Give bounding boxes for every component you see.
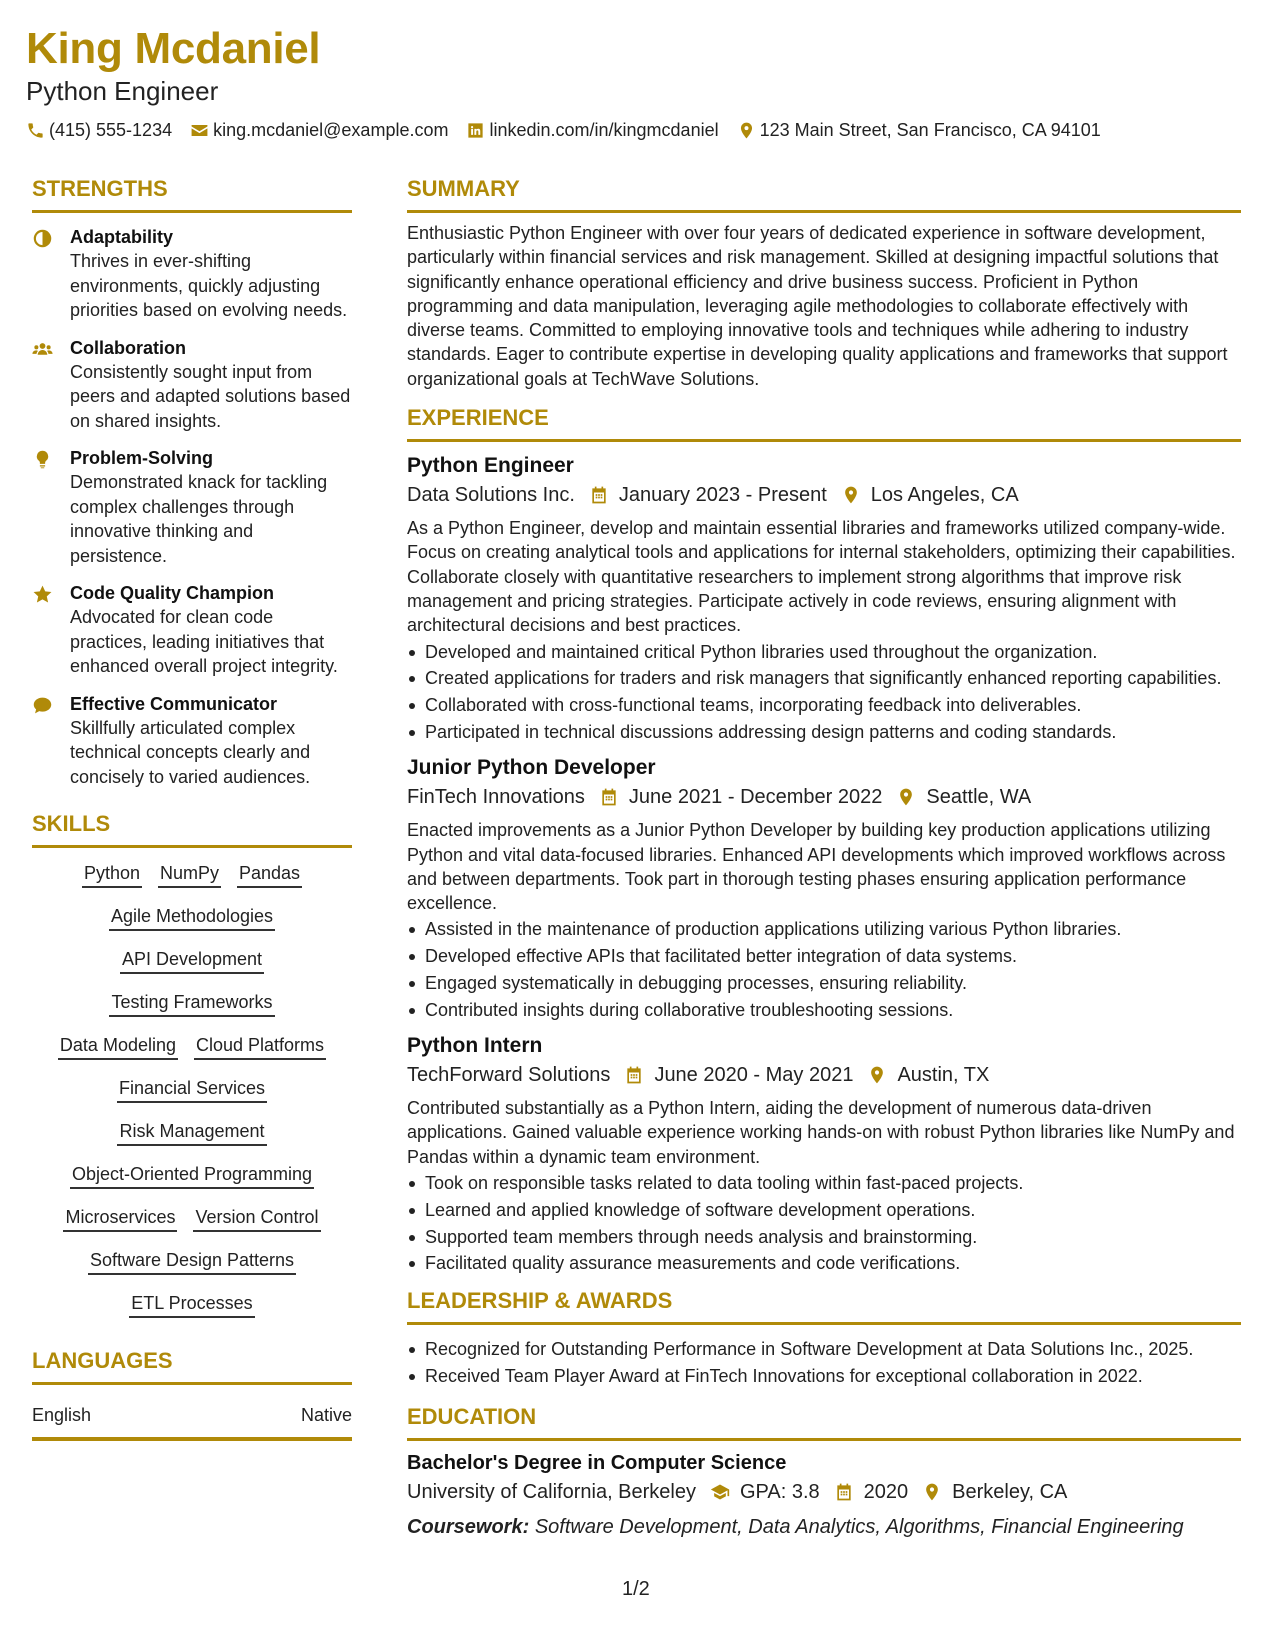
map-pin-icon — [737, 121, 756, 140]
map-pin-icon — [841, 485, 861, 505]
list-item: Received Team Player Award at FinTech Innovations for exceptional collaboration in 2022. — [407, 1364, 1241, 1388]
section-title-summary: SUMMARY — [407, 176, 1241, 213]
map-pin-icon — [867, 1065, 887, 1085]
contact-linkedin[interactable] — [466, 120, 718, 141]
school-name: University of California, Berkeley — [407, 1480, 696, 1503]
linkedin-text: linkedin.com/in/kingmcdaniel — [489, 120, 719, 140]
summary-text: Enthusiastic Python Engineer with over four years of dedicated experience in software development, particularly within financial services and risk management. Skilled at designing impactful solutions that significantly enhance operational efficiency and drive business success. Proficient in Python programming and data manipulation, leveraging agile methodologies to collaborate effectively with diverse teams. Committed to employing innovative tools and techniques while adhering to industry standards. Eager to contribute expertise in developing quality applications and frameworks that support organizational goals at TechWave Solutions. — [407, 223, 1228, 389]
languages-section — [32, 1348, 352, 1441]
skill-tag: API Development — [120, 946, 264, 974]
skills-grid — [32, 860, 352, 1318]
job-meta — [407, 480, 1241, 510]
job-title: Junior Python Developer — [407, 756, 656, 780]
list-item: Engaged systematically in debugging processes, ensuring reliability. — [407, 971, 1241, 995]
education-meta — [407, 1477, 1241, 1507]
job-entry — [407, 1032, 1241, 1276]
list-item: Participated in technical discussions addressing design patterns and coding standards. — [407, 720, 1241, 744]
calendar-icon — [589, 485, 609, 505]
skill-tag: Agile Methodologies — [109, 903, 275, 931]
section-title-languages: LANGUAGES — [32, 1348, 352, 1385]
job-bullets — [407, 640, 1241, 745]
education-location: Berkeley, CA — [952, 1480, 1068, 1503]
skill-tag: Financial Services — [117, 1075, 267, 1103]
users-icon — [32, 339, 53, 360]
skill-tag: Cloud Platforms — [194, 1032, 326, 1060]
summary-section — [407, 176, 1241, 391]
section-title-experience: EXPERIENCE — [407, 405, 1241, 442]
language-name: English — [32, 1405, 92, 1425]
skill-tag: Version Control — [193, 1204, 320, 1232]
job-description: Contributed substantially as a Python Intern, aiding the development of numerous data-driven applications. Gained valuable experience working hands-on with robust Python libraries like NumPy and Pandas within a dynamic team environment. — [407, 1098, 1235, 1167]
degree-title: Bachelor's Degree in Computer Science — [407, 1451, 787, 1474]
job-bullets — [407, 1171, 1241, 1276]
list-item: Took on responsible tasks related to data tooling within fast-paced projects. — [407, 1171, 1241, 1195]
section-title-education: EDUCATION — [407, 1404, 1241, 1441]
job-bullets — [407, 917, 1241, 1022]
job-company: TechForward Solutions — [407, 1064, 611, 1087]
graduation-year: 2020 — [863, 1480, 909, 1503]
left-column — [32, 176, 352, 1441]
education-section — [407, 1404, 1241, 1541]
section-title-strengths: STRENGTHS — [32, 176, 352, 213]
phone-text: (415) 555-1234 — [49, 120, 173, 140]
job-title: Python Intern — [407, 1034, 543, 1058]
job-location: Seattle, WA — [926, 786, 1032, 809]
half-circle-icon — [32, 228, 53, 249]
list-item: Learned and applied knowledge of software development operations. — [407, 1198, 1241, 1222]
list-item: Contributed insights during collaborative troubleshooting sessions. — [407, 998, 1241, 1022]
skill-tag: NumPy — [158, 860, 221, 888]
section-title-leadership: LEADERSHIP & AWARDS — [407, 1288, 1241, 1325]
skill-tag: Pandas — [237, 860, 302, 888]
coursework-list: Software Development, Data Analytics, Algorithms, Financial Engineering — [534, 1515, 1184, 1538]
right-column — [407, 176, 1241, 1541]
strength-item — [32, 225, 352, 323]
list-item: Supported team members through needs analysis and brainstorming. — [407, 1225, 1241, 1249]
list-item: Assisted in the maintenance of production applications utilizing various Python libraries. — [407, 917, 1241, 941]
contact-email[interactable] — [190, 120, 448, 141]
skill-tag: Microservices — [63, 1204, 177, 1232]
strength-item — [32, 581, 352, 679]
list-item: Developed effective APIs that facilitated better integration of data systems. — [407, 944, 1241, 968]
contact-phone[interactable] — [26, 120, 172, 141]
star-icon — [32, 584, 53, 605]
job-meta — [407, 782, 1241, 812]
strength-title: Effective Communicator — [70, 693, 278, 714]
calendar-icon — [599, 787, 619, 807]
job-title: Python Engineer — [407, 454, 574, 478]
strength-description: Skillfully articulated complex technical concepts clearly and concisely to varied audiences. — [70, 717, 311, 787]
language-row — [32, 1403, 352, 1441]
strength-title: Collaboration — [70, 337, 186, 358]
calendar-icon — [834, 1482, 854, 1502]
job-entry — [407, 754, 1241, 1022]
coursework — [407, 1513, 1241, 1541]
strength-description: Thrives in ever-shifting environments, quickly adjusting priorities based on evolving needs. — [70, 251, 348, 320]
strength-item — [32, 692, 352, 790]
job-description: Enacted improvements as a Junior Python Developer by building key production applications utilizing Python and vital data-focused libraries. Enhanced API developments which improved workflows across and between departments. Took part in thorough testing phases ensuring application performance excellence. — [407, 820, 1226, 914]
contact-bar — [26, 120, 1246, 141]
strengths-list — [32, 225, 352, 789]
skill-tag: ETL Processes — [129, 1290, 254, 1318]
map-pin-icon — [896, 787, 916, 807]
gpa: GPA: 3.8 — [740, 1480, 820, 1503]
envelope-icon — [190, 121, 209, 140]
strength-description: Demonstrated knack for tackling complex challenges through innovative thinking and persistence. — [70, 472, 328, 566]
skill-tag: Python — [82, 860, 142, 888]
strengths-section — [32, 176, 352, 789]
awards-list — [407, 1337, 1241, 1388]
contact-address — [737, 120, 1101, 141]
section-title-skills: SKILLS — [32, 811, 352, 848]
job-description: As a Python Engineer, develop and maintain essential libraries and frameworks utilized company-wide. Focus on creating analytical tools and applications for internal stakeholders, optimizing their capabilities. Collaborate closely with quantitative researchers to implement strong algorithms that improve risk management and pricing strategies. Participate actively in code reviews, ensuring alignment with architectural decisions and best practices. — [407, 518, 1236, 636]
job-location: Austin, TX — [897, 1064, 990, 1087]
strength-item — [32, 336, 352, 434]
strength-title: Problem-Solving — [70, 448, 214, 468]
job-dates: June 2021 - December 2022 — [628, 786, 883, 809]
job-dates: June 2020 - May 2021 — [654, 1064, 854, 1087]
address-text: 123 Main Street, San Francisco, CA 94101 — [759, 120, 1101, 140]
candidate-name: King Mcdaniel — [26, 24, 321, 73]
list-item: Recognized for Outstanding Performance in Software Development at Data Solutions Inc., 2025. — [407, 1337, 1241, 1361]
experience-section — [407, 405, 1241, 1276]
list-item: Developed and maintained critical Python libraries used throughout the organization. — [407, 640, 1241, 664]
chat-bubble-icon — [32, 695, 53, 716]
strength-description: Advocated for clean code practices, leading initiatives that enhanced overall project integrity. — [70, 607, 338, 676]
strength-item — [32, 446, 352, 568]
job-meta — [407, 1060, 1241, 1090]
phone-icon — [26, 121, 45, 140]
lightbulb-icon — [32, 449, 53, 470]
job-entry — [407, 452, 1241, 744]
job-company: FinTech Innovations — [407, 786, 585, 809]
map-pin-icon — [922, 1482, 942, 1502]
candidate-role: Python Engineer — [26, 76, 219, 106]
strength-title: Adaptability — [70, 227, 174, 247]
skill-tag: Data Modeling — [58, 1032, 178, 1060]
skill-tag: Object-Oriented Programming — [70, 1161, 314, 1189]
job-dates: January 2023 - Present — [618, 484, 827, 507]
strength-title: Code Quality Champion — [70, 583, 275, 603]
linkedin-icon — [466, 121, 485, 140]
resume-header — [26, 22, 1246, 141]
job-company: Data Solutions Inc. — [407, 484, 575, 507]
language-level: Native — [300, 1405, 352, 1425]
skills-section — [32, 811, 352, 1318]
email-text: king.mcdaniel@example.com — [213, 120, 449, 140]
page-number: 1/2 — [622, 1578, 650, 1600]
list-item: Created applications for traders and risk managers that significantly enhanced reporting capabilities. — [407, 666, 1241, 690]
list-item: Facilitated quality assurance measurements and code verifications. — [407, 1251, 1241, 1275]
coursework-label: Coursework: — [407, 1515, 530, 1538]
skill-tag: Risk Management — [117, 1118, 266, 1146]
skill-tag: Software Design Patterns — [88, 1247, 296, 1275]
skill-tag: Testing Frameworks — [109, 989, 274, 1017]
graduation-cap-icon — [710, 1482, 730, 1502]
job-location: Los Angeles, CA — [870, 484, 1019, 507]
leadership-section — [407, 1288, 1241, 1388]
strength-description: Consistently sought input from peers and adapted solutions based on shared insights. — [70, 361, 351, 431]
calendar-icon — [624, 1065, 644, 1085]
list-item: Collaborated with cross-functional teams, incorporating feedback into deliverables. — [407, 693, 1241, 717]
